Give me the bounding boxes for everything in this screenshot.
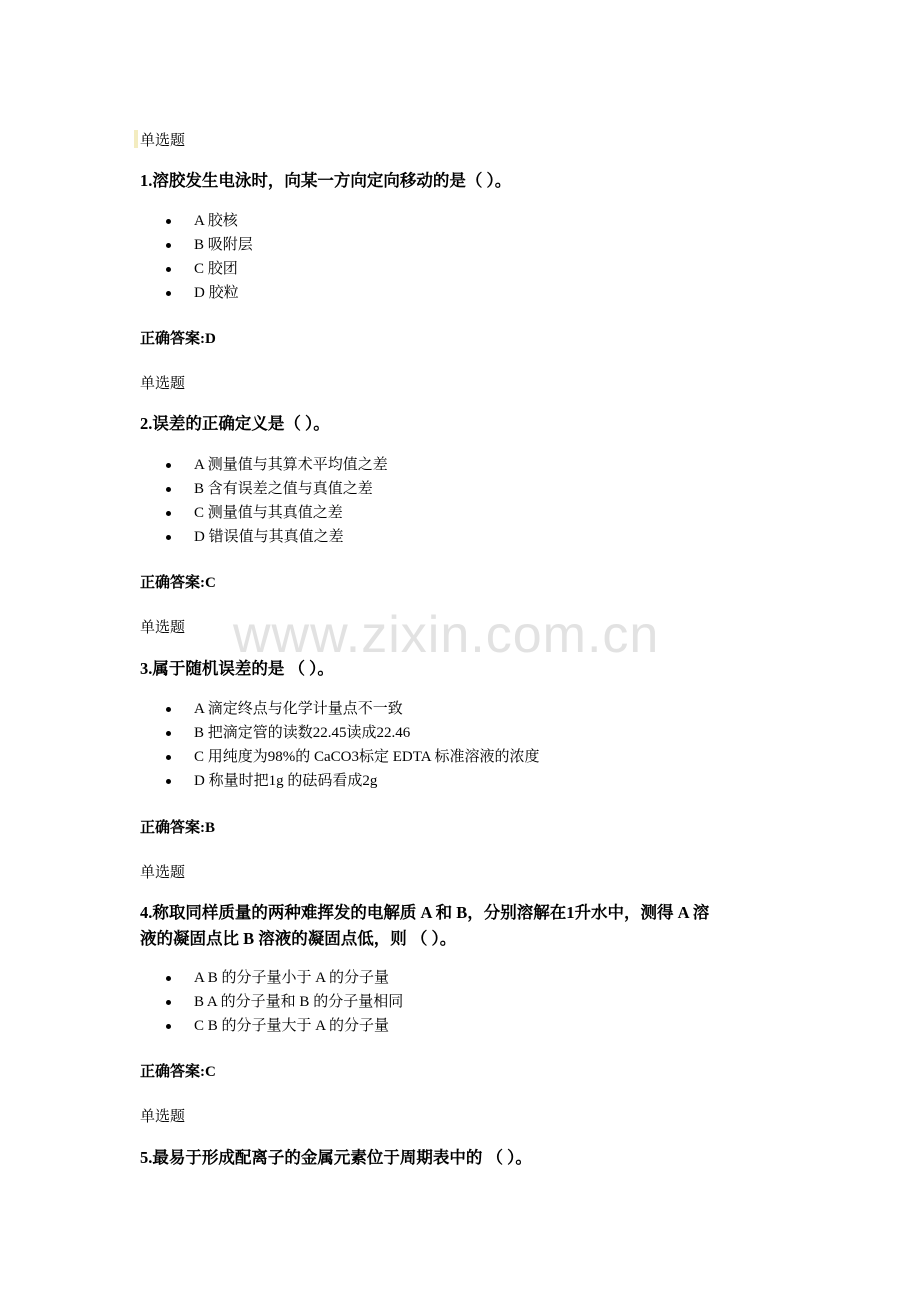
question-text: 3.属于随机误差的是 （ ）。 bbox=[140, 659, 334, 678]
question-type-label: 单选题 bbox=[140, 865, 186, 881]
option-item bbox=[166, 990, 800, 1014]
bullet-icon bbox=[166, 1024, 171, 1029]
answer-text: 正确答案:C bbox=[140, 1064, 216, 1080]
bullet-icon bbox=[166, 511, 171, 516]
option-list bbox=[166, 453, 800, 549]
option-text: C B 的分子量大于 A 的分子量 bbox=[194, 1018, 390, 1034]
bullet-icon bbox=[166, 291, 171, 296]
option-item bbox=[166, 477, 800, 501]
option-text: A 滴定终点与化学计量点不一致 bbox=[194, 701, 403, 717]
option-item bbox=[166, 1014, 800, 1038]
question-text: 1.溶胶发生电泳时，向某一方向定向移动的是（ ）。 bbox=[140, 171, 512, 190]
answer-text: 正确答案:D bbox=[140, 331, 216, 347]
option-text: C 用纯度为98%的 CaCO3标定 EDTA 标准溶液的浓度 bbox=[194, 749, 540, 765]
question-text: 5.最易于形成配离子的金属元素位于周期表中的 （ ）。 bbox=[140, 1148, 532, 1167]
bullet-icon bbox=[166, 779, 171, 784]
bullet-icon bbox=[166, 731, 171, 736]
option-item bbox=[166, 697, 800, 721]
option-text: B 把滴定管的读数22.45读成22.46 bbox=[194, 725, 411, 741]
question-type-label: 单选题 bbox=[140, 376, 186, 392]
bullet-icon bbox=[166, 976, 171, 981]
option-text: A 胶核 bbox=[194, 213, 238, 229]
option-item bbox=[166, 966, 800, 990]
option-item bbox=[166, 233, 800, 257]
option-text: D 称量时把1g 的砝码看成2g bbox=[194, 773, 378, 789]
bullet-icon bbox=[166, 487, 171, 492]
bullet-icon bbox=[166, 707, 171, 712]
option-item bbox=[166, 501, 800, 525]
answer-text: 正确答案:B bbox=[140, 820, 216, 836]
question-type-label: 单选题 bbox=[140, 1109, 186, 1125]
option-text: D 错误值与其真值之差 bbox=[194, 529, 344, 545]
option-text: C 测量值与其真值之差 bbox=[194, 505, 343, 521]
question-text-line-2: 液的凝固点比 B 溶液的凝固点低，则 （ ）。 bbox=[140, 929, 457, 948]
option-item bbox=[166, 769, 800, 793]
answer-text: 正确答案:C bbox=[140, 575, 216, 591]
option-text: A 测量值与其算术平均值之差 bbox=[194, 457, 388, 473]
question-type-label bbox=[140, 130, 800, 151]
option-text: C 胶团 bbox=[194, 261, 238, 277]
option-item bbox=[166, 209, 800, 233]
highlight-mark bbox=[134, 130, 138, 148]
bullet-icon bbox=[166, 243, 171, 248]
bullet-icon bbox=[166, 1000, 171, 1005]
option-list bbox=[166, 697, 800, 793]
question-text-line-1: 4.称取同样质量的两种难挥发的电解质 A 和 B，分别溶解在1升水中，测得 A 溶 bbox=[140, 903, 710, 922]
option-list bbox=[166, 209, 800, 305]
question-text: 2.误差的正确定义是（ ）。 bbox=[140, 414, 330, 433]
option-text: B A 的分子量和 B 的分子量相同 bbox=[194, 994, 404, 1010]
bullet-icon bbox=[166, 755, 171, 760]
question-type-text: 单选题 bbox=[140, 133, 186, 149]
bullet-icon bbox=[166, 463, 171, 468]
option-text: D 胶粒 bbox=[194, 285, 239, 301]
option-text: B 吸附层 bbox=[194, 237, 253, 253]
option-list bbox=[166, 966, 800, 1038]
bullet-icon bbox=[166, 219, 171, 224]
bullet-icon bbox=[166, 267, 171, 272]
question-type-label: 单选题 bbox=[140, 620, 186, 636]
watermark-text: www.zixin.com.cn bbox=[233, 606, 660, 664]
option-item bbox=[166, 525, 800, 549]
bullet-icon bbox=[166, 535, 171, 540]
option-item bbox=[166, 453, 800, 477]
option-text: A B 的分子量小于 A 的分子量 bbox=[194, 970, 390, 986]
option-item bbox=[166, 281, 800, 305]
option-item bbox=[166, 745, 800, 769]
option-text: B 含有误差之值与真值之差 bbox=[194, 481, 373, 497]
option-item bbox=[166, 257, 800, 281]
option-item bbox=[166, 721, 800, 745]
